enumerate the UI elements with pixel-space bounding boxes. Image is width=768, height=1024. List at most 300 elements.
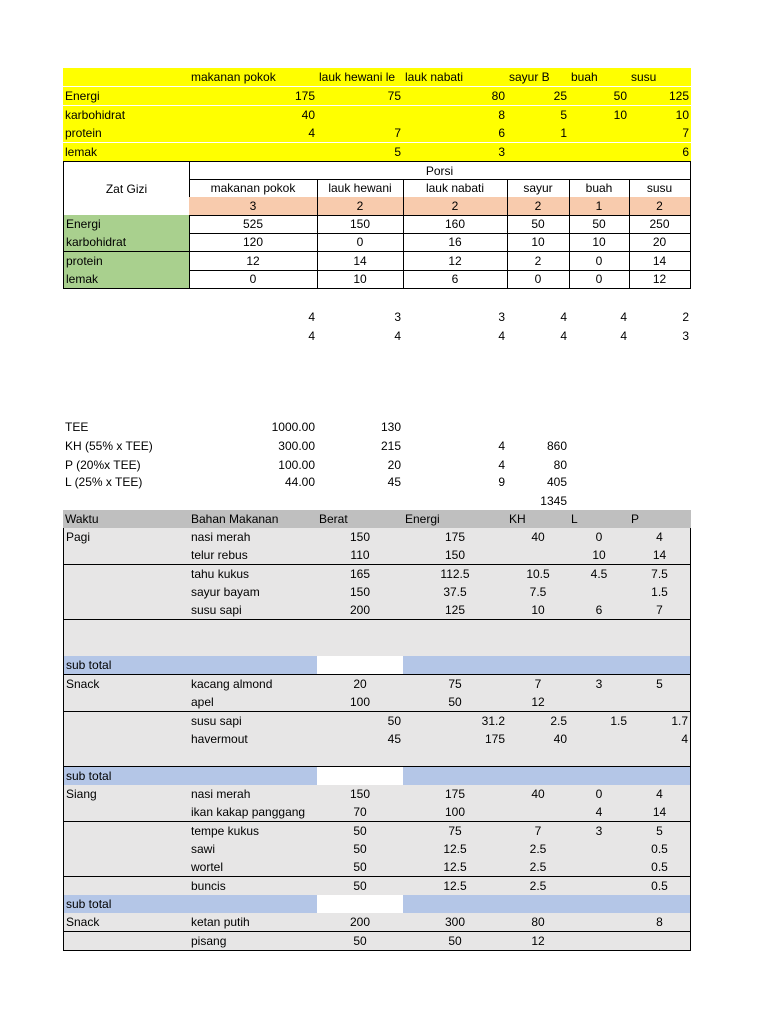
menu-row <box>63 601 691 619</box>
menu-p-cell: 7 <box>629 601 691 620</box>
ref-cell: 10 <box>675 108 689 122</box>
menu-l-cell <box>569 858 630 877</box>
ref-header-makanan-pokok: makanan pokok <box>191 70 276 84</box>
menu-waktu-cell <box>63 840 190 859</box>
porsi-header: Porsi <box>189 161 691 180</box>
menu-header-bahan: Bahan Makanan <box>191 512 279 526</box>
menu-kh-cell: 2.5 <box>507 858 570 877</box>
menu-l-cell <box>569 638 630 657</box>
tee-value: 300.00 <box>278 439 315 453</box>
ref-cell: 3 <box>498 145 505 159</box>
portion-header-row <box>189 179 691 197</box>
menu-row <box>63 803 691 821</box>
menu-waktu-cell <box>63 858 190 877</box>
ref-cell <box>569 124 629 142</box>
ref-cell: 10 <box>613 108 627 122</box>
portion-cell: 0 <box>189 270 318 289</box>
menu-l-cell <box>569 877 630 896</box>
menu-waktu-cell: Siang <box>63 785 190 804</box>
ref-row-lemak <box>63 143 691 161</box>
portion-cell: 0 <box>569 270 630 289</box>
menu-berat-cell: 200 <box>317 601 404 620</box>
portion-cell: 10 <box>317 270 404 289</box>
menu-energi-cell <box>403 656 508 675</box>
menu-l-cell: 10 <box>569 546 630 565</box>
menu-berat-cell <box>317 638 404 657</box>
menu-p-cell: 1.7 <box>629 712 691 731</box>
menu-p-cell: 4 <box>629 528 691 547</box>
menu-kh-cell: 40 <box>507 528 570 547</box>
ref-cell: 40 <box>301 108 315 122</box>
portion-cell: 16 <box>403 233 508 252</box>
menu-kh-cell <box>507 767 570 786</box>
menu-bahan-cell <box>189 767 318 786</box>
menu-berat-cell: 150 <box>317 785 404 804</box>
menu-bahan-cell: apel <box>189 693 318 712</box>
ref-cell <box>507 143 569 161</box>
ref-row-protein <box>63 124 691 142</box>
menu-energi-cell: 50 <box>403 693 508 712</box>
extra-cell: 4 <box>620 329 627 343</box>
menu-bahan-cell: susu sapi <box>189 601 318 620</box>
menu-header-waktu: Waktu <box>65 512 99 526</box>
portion-row-protein <box>63 252 691 270</box>
tee-total: 1345 <box>540 494 567 508</box>
menu-berat-cell <box>317 748 404 767</box>
portion-cell: 10 <box>569 233 630 252</box>
menu-bahan-cell <box>189 895 318 914</box>
menu-bahan-cell: tahu kukus <box>189 565 318 584</box>
menu-l-cell <box>569 730 630 749</box>
menu-l-cell <box>569 913 630 932</box>
menu-bahan-cell: pisang <box>189 932 318 951</box>
menu-p-cell: 0.5 <box>629 840 691 859</box>
menu-energi-cell: 12.5 <box>403 858 508 877</box>
menu-row <box>63 712 691 730</box>
menu-waktu-cell: sub total <box>63 767 190 786</box>
menu-l-cell: 4 <box>569 803 630 822</box>
ref-row-label: lemak <box>65 145 98 159</box>
portion-cell: 20 <box>629 233 691 252</box>
portion-count: 2 <box>403 197 508 216</box>
menu-energi-cell: 37.5 <box>403 583 508 602</box>
menu-bahan-cell: kacang almond <box>189 675 318 694</box>
menu-row <box>63 822 691 840</box>
tee-mult: 4 <box>498 458 505 472</box>
menu-bahan-cell: nasi merah <box>189 785 318 804</box>
ref-cell: 6 <box>498 126 505 140</box>
menu-berat-cell: 45 <box>317 730 404 749</box>
menu-l-cell <box>569 895 630 914</box>
menu-p-cell: 0.5 <box>629 858 691 877</box>
menu-p-cell: 7.5 <box>629 565 691 584</box>
tee-label: L (25% x TEE) <box>65 475 143 489</box>
extra-cell: 4 <box>560 310 567 324</box>
ref-cell: 8 <box>498 108 505 122</box>
menu-row <box>63 693 691 711</box>
menu-waktu-cell <box>63 748 190 767</box>
menu-l-cell <box>569 583 630 602</box>
tee-row <box>63 473 691 491</box>
ref-header-sayur: sayur B <box>509 70 550 84</box>
menu-energi-cell: 12.5 <box>403 840 508 859</box>
extra-cell: 3 <box>682 329 689 343</box>
ref-cell: 80 <box>491 89 505 103</box>
menu-subtotal-row <box>63 767 691 785</box>
tee-row <box>63 418 691 436</box>
menu-kh-cell <box>507 656 570 675</box>
extra-cell: 4 <box>308 310 315 324</box>
ref-cell: 25 <box>553 89 567 103</box>
menu-bahan-cell: telur rebus <box>189 546 318 565</box>
portion-header-makanan-pokok: makanan pokok <box>189 179 318 198</box>
portion-row-lemak <box>63 270 691 288</box>
tee-res: 80 <box>553 458 567 472</box>
menu-waktu-cell <box>63 932 190 951</box>
menu-berat-cell <box>317 620 404 639</box>
menu-kh-cell <box>507 638 570 657</box>
menu-kh-cell: 2.5 <box>507 840 570 859</box>
menu-row <box>63 840 691 858</box>
menu-waktu-cell: Pagi <box>63 528 190 547</box>
ref-cell: 6 <box>682 145 689 159</box>
menu-l-cell <box>569 656 630 675</box>
portion-row-karbohidrat <box>63 233 691 251</box>
portion-count: 2 <box>317 197 404 216</box>
menu-energi-cell: 75 <box>403 675 508 694</box>
menu-row <box>63 565 691 583</box>
menu-row <box>63 730 691 748</box>
menu-l-cell <box>569 932 630 951</box>
tee-label: KH (55% x TEE) <box>65 439 153 453</box>
menu-header-berat: Berat <box>319 512 348 526</box>
menu-berat-cell: 50 <box>317 877 404 896</box>
tee-res: 860 <box>546 439 567 453</box>
menu-bahan-cell: wortel <box>189 858 318 877</box>
menu-l-cell: 6 <box>569 601 630 620</box>
ref-cell <box>569 143 629 161</box>
menu-waktu-cell: sub total <box>63 656 190 675</box>
menu-kh-cell <box>507 895 570 914</box>
menu-kh-cell: 2.5 <box>507 712 570 731</box>
menu-row <box>63 877 691 895</box>
menu-row <box>63 785 691 803</box>
menu-p-cell <box>629 748 691 767</box>
extra-cell: 3 <box>394 310 401 324</box>
menu-p-cell: 0.5 <box>629 877 691 896</box>
tee-res <box>507 418 569 436</box>
portion-count: 2 <box>629 197 691 216</box>
ref-row-energi <box>63 87 691 105</box>
menu-row <box>63 675 691 693</box>
menu-row <box>63 748 691 766</box>
menu-kh-cell <box>507 803 570 822</box>
ref-header-buah: buah <box>571 70 598 84</box>
menu-header-l: L <box>571 512 578 526</box>
ref-header-lauk-hewani: lauk hewani le <box>319 70 396 84</box>
portion-header-susu: susu <box>629 179 691 198</box>
menu-p-cell: 8 <box>629 913 691 932</box>
portion-cell: 0 <box>317 233 404 252</box>
menu-energi-cell: 31.2 <box>403 712 508 731</box>
menu-berat-cell: 50 <box>317 840 404 859</box>
menu-kh-cell <box>507 620 570 639</box>
menu-p-cell <box>629 895 691 914</box>
tee-b: 45 <box>387 475 401 489</box>
menu-waktu-cell <box>63 565 190 584</box>
menu-p-cell: 5 <box>629 822 691 841</box>
menu-p-cell: 14 <box>629 803 691 822</box>
menu-p-cell: 14 <box>629 546 691 565</box>
portion-cell: 50 <box>507 215 570 234</box>
menu-row <box>63 913 691 931</box>
zat-gizi-header: Zat Gizi <box>63 161 190 216</box>
ref-cell: 175 <box>294 89 315 103</box>
menu-kh-cell: 7 <box>507 822 570 841</box>
ref-cell: 5 <box>394 145 401 159</box>
menu-header-row <box>63 510 691 528</box>
menu-row <box>63 932 691 950</box>
portion-count: 3 <box>189 197 318 216</box>
menu-energi-cell <box>403 638 508 657</box>
menu-kh-cell: 2.5 <box>507 877 570 896</box>
menu-waktu-cell: Snack <box>63 675 190 694</box>
menu-berat-cell: 50 <box>317 932 404 951</box>
portion-row-label: lemak <box>63 270 190 289</box>
menu-energi-cell: 75 <box>403 822 508 841</box>
portion-header-sayur: sayur <box>507 179 570 198</box>
menu-berat-cell <box>317 895 404 914</box>
menu-waktu-cell: Snack <box>63 913 190 932</box>
menu-l-cell <box>569 693 630 712</box>
portion-cell: 120 <box>189 233 318 252</box>
ref-cell: 125 <box>668 89 689 103</box>
ref-cell: 5 <box>560 108 567 122</box>
menu-l-cell <box>569 748 630 767</box>
tee-label: P (20%x TEE) <box>65 458 141 472</box>
tee-b: 130 <box>380 420 401 434</box>
menu-l-cell <box>569 767 630 786</box>
menu-waktu-cell: sub total <box>63 895 190 914</box>
ref-cell: 7 <box>394 126 401 140</box>
menu-p-cell <box>629 638 691 657</box>
extra-row-1 <box>63 308 691 326</box>
menu-berat-cell: 50 <box>317 822 404 841</box>
portion-row-energi <box>63 215 691 233</box>
extra-row-2 <box>63 327 691 345</box>
tee-mult: 4 <box>498 439 505 453</box>
menu-kh-cell <box>507 748 570 767</box>
menu-waktu-cell <box>63 583 190 602</box>
extra-cell: 2 <box>682 310 689 324</box>
ref-cell <box>189 143 317 161</box>
menu-energi-cell: 300 <box>403 913 508 932</box>
tee-mult: 9 <box>498 475 505 489</box>
menu-bahan-cell: susu sapi <box>189 712 318 731</box>
menu-energi-cell: 112.5 <box>403 565 508 584</box>
ref-header-lauk-nabati: lauk nabati <box>405 70 464 84</box>
portion-cell: 50 <box>569 215 630 234</box>
menu-bahan-cell: havermout <box>189 730 318 749</box>
menu-row <box>63 620 691 638</box>
menu-energi-cell: 50 <box>403 932 508 951</box>
portion-cell: 150 <box>317 215 404 234</box>
menu-waktu-cell <box>63 601 190 620</box>
menu-waktu-cell <box>63 546 190 565</box>
menu-energi-cell <box>403 767 508 786</box>
menu-energi-cell: 12.5 <box>403 877 508 896</box>
portion-row-label: Energi <box>63 215 190 234</box>
menu-bahan-cell <box>189 748 318 767</box>
menu-energi-cell <box>403 895 508 914</box>
tee-row <box>63 456 691 474</box>
tee-res: 405 <box>546 475 567 489</box>
menu-kh-cell: 12 <box>507 693 570 712</box>
menu-bahan-cell <box>189 656 318 675</box>
menu-bahan-cell: tempe kukus <box>189 822 318 841</box>
menu-bahan-cell <box>189 638 318 657</box>
menu-l-cell <box>569 620 630 639</box>
menu-kh-cell: 10.5 <box>507 565 570 584</box>
menu-bahan-cell <box>189 620 318 639</box>
ref-row-label: karbohidrat <box>65 108 126 122</box>
menu-energi-cell: 100 <box>403 803 508 822</box>
portion-header-buah: buah <box>569 179 630 198</box>
menu-row <box>63 528 691 546</box>
portion-cell: 6 <box>403 270 508 289</box>
menu-energi-cell: 125 <box>403 601 508 620</box>
menu-bahan-cell: ikan kakap panggang <box>189 803 318 822</box>
menu-energi-cell: 175 <box>403 730 508 749</box>
portion-cell: 2 <box>507 252 570 271</box>
portion-cell: 160 <box>403 215 508 234</box>
menu-header-kh: KH <box>509 512 526 526</box>
portion-cell: 250 <box>629 215 691 234</box>
menu-l-cell: 4.5 <box>569 565 630 584</box>
portion-cell: 14 <box>317 252 404 271</box>
menu-bahan-cell: nasi merah <box>189 528 318 547</box>
menu-berat-cell: 50 <box>317 858 404 877</box>
menu-kh-cell: 7 <box>507 675 570 694</box>
tee-value: 44.00 <box>284 475 315 489</box>
menu-kh-cell <box>507 546 570 565</box>
tee-total-row <box>63 492 691 510</box>
ref-cell: 50 <box>613 89 627 103</box>
ref-row-label: protein <box>65 126 102 140</box>
portion-header-lauk-nabati: lauk nabati <box>403 179 508 198</box>
menu-berat-cell: 200 <box>317 913 404 932</box>
menu-l-cell: 0 <box>569 528 630 547</box>
menu-header-p: P <box>631 512 640 526</box>
menu-waktu-cell <box>63 877 190 896</box>
extra-cell: 4 <box>560 329 567 343</box>
ref-header-row <box>63 68 691 86</box>
extra-cell: 3 <box>498 310 505 324</box>
menu-kh-cell: 12 <box>507 932 570 951</box>
tee-mult <box>403 418 507 436</box>
ref-cell: 4 <box>308 126 315 140</box>
portion-count: 2 <box>507 197 570 216</box>
extra-cell: 4 <box>394 329 401 343</box>
extra-cell: 4 <box>620 310 627 324</box>
extra-cell: 4 <box>498 329 505 343</box>
menu-l-cell: 3 <box>569 675 630 694</box>
menu-waktu-cell <box>63 638 190 657</box>
ref-cell: 7 <box>682 126 689 140</box>
menu-p-cell <box>629 932 691 951</box>
menu-kh-cell: 7.5 <box>507 583 570 602</box>
menu-energi-cell <box>403 748 508 767</box>
portion-row-label: karbohidrat <box>63 233 190 252</box>
menu-kh-cell: 10 <box>507 601 570 620</box>
portion-cell: 12 <box>403 252 508 271</box>
menu-kh-cell: 40 <box>507 730 570 749</box>
menu-l-cell: 0 <box>569 785 630 804</box>
menu-subtotal-row <box>63 656 691 674</box>
menu-waktu-cell <box>63 712 190 731</box>
menu-energi-cell: 175 <box>403 785 508 804</box>
menu-bahan-cell: sawi <box>189 840 318 859</box>
menu-berat-cell: 150 <box>317 528 404 547</box>
menu-berat-cell: 150 <box>317 583 404 602</box>
menu-berat-cell: 165 <box>317 565 404 584</box>
tee-value: 1000.00 <box>271 420 315 434</box>
menu-berat-cell: 110 <box>317 546 404 565</box>
menu-kh-cell: 40 <box>507 785 570 804</box>
menu-bahan-cell: ketan putih <box>189 913 318 932</box>
menu-bahan-cell: sayur bayam <box>189 583 318 602</box>
menu-energi-cell: 175 <box>403 528 508 547</box>
portion-cell: 10 <box>507 233 570 252</box>
menu-waktu-cell <box>63 730 190 749</box>
menu-waktu-cell <box>63 822 190 841</box>
menu-waktu-cell <box>63 620 190 639</box>
menu-waktu-cell <box>63 693 190 712</box>
menu-row <box>63 583 691 601</box>
portion-cell: 12 <box>629 270 691 289</box>
ref-cell: 75 <box>387 89 401 103</box>
ref-cell <box>317 106 403 124</box>
menu-berat-cell <box>317 656 404 675</box>
menu-p-cell <box>629 620 691 639</box>
portion-row-label: protein <box>63 252 190 271</box>
tee-row <box>63 437 691 455</box>
menu-p-cell <box>629 693 691 712</box>
menu-berat-cell: 50 <box>317 712 404 731</box>
portion-cell: 12 <box>189 252 318 271</box>
menu-berat-cell: 20 <box>317 675 404 694</box>
menu-berat-cell: 100 <box>317 693 404 712</box>
menu-p-cell: 5 <box>629 675 691 694</box>
portion-count: 1 <box>569 197 630 216</box>
menu-subtotal-row <box>63 895 691 913</box>
portion-header-lauk-hewani: lauk hewani <box>317 179 404 198</box>
menu-l-cell <box>569 840 630 859</box>
portion-cell: 0 <box>507 270 570 289</box>
tee-b: 20 <box>387 458 401 472</box>
menu-l-cell: 3 <box>569 822 630 841</box>
tee-b: 215 <box>380 439 401 453</box>
ref-row-label: Energi <box>65 89 100 103</box>
portion-cell: 14 <box>629 252 691 271</box>
tee-value: 100.00 <box>278 458 315 472</box>
menu-l-cell: 1.5 <box>569 712 630 731</box>
menu-p-cell <box>629 767 691 786</box>
menu-energi-cell: 150 <box>403 546 508 565</box>
menu-bahan-cell: buncis <box>189 877 318 896</box>
menu-waktu-cell <box>63 803 190 822</box>
ref-cell: 1 <box>560 126 567 140</box>
